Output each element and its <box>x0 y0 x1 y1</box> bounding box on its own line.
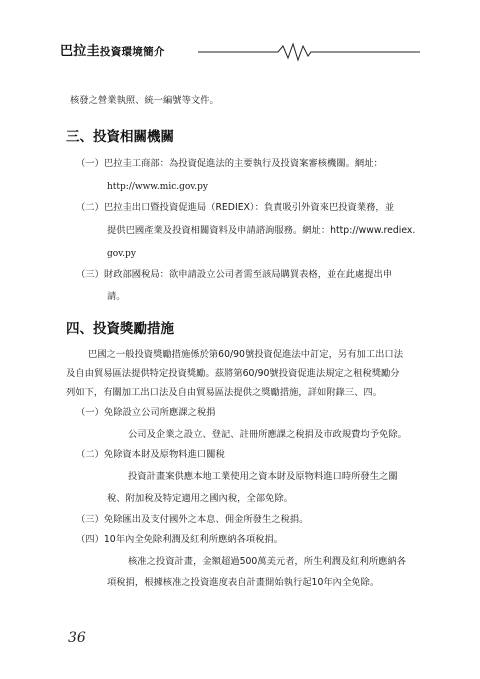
header-title-sub: 投資環境簡介 <box>99 46 165 58</box>
s3-url-2: gov.py <box>107 249 136 259</box>
section3-heading: 三、投資相關機關 <box>66 129 174 145</box>
s4-item-2-title: （二）免除資本財及原物料進口關稅 <box>76 449 225 460</box>
s3-line-5: 請。 <box>107 291 126 302</box>
s3-line-4: （三）財政部國稅局：欲申請設立公司者需至該局購買表格，並在此處提出申 <box>76 269 393 280</box>
s4-item-4-title: （四）10年內全免除利潤及紅利所應納各項稅捐。 <box>76 534 284 545</box>
page-number: 36 <box>68 630 86 646</box>
s4-para-1: 巴國之一般投資獎勵措施係於第60/90號投資促進法中訂定，另有加工出口法 <box>88 349 403 360</box>
s4-para-3: 列如下，有關加工出口法及自由貿易區法提供之獎勵措施，詳如附錄三、四。 <box>66 387 383 398</box>
s4-para-2: 及自由貿易區法提供特定投資獎勵。茲將第60/90號投資促進法規定之租稅獎勵分 <box>66 368 400 379</box>
s4-item-1-line-1: 公司及企業之設立、登記、註冊所應課之稅捐及市政規費均予免除。 <box>128 429 407 440</box>
s4-item-4-line-2: 項稅捐，根據核准之投資進度表自計畫開始執行起10年內全免除。 <box>107 577 380 588</box>
s4-item-4-line-1: 核准之投資計畫，金額超過500萬美元者，所生利潤及紅利所應納各 <box>128 556 407 567</box>
s3-line-2: （二）巴拉圭出口暨投資促進局（REDIEX）：負責吸引外資來巴投資業務，並 <box>76 202 395 213</box>
s4-item-2-line-1: 投資計畫案供應本地工業使用之資本財及原物料進口時所發生之關 <box>128 471 398 482</box>
header-wave-line <box>198 40 420 64</box>
intro-line: 核發之營業執照、統一編號等文件。 <box>70 95 219 106</box>
s4-item-1-title: （一）免除設立公司所應課之稅捐 <box>76 407 216 418</box>
s4-item-3-title: （三）免除匯出及支付國外之本息、佣金所發生之稅捐。 <box>76 514 309 525</box>
running-header <box>60 40 420 64</box>
s3-url-1: http://www.mic.gov.py <box>107 182 209 192</box>
header-title <box>60 43 165 60</box>
section4-heading: 四、投資獎勵措施 <box>66 321 174 337</box>
s3-line-1: （一）巴拉圭工商部：為投資促進法的主要執行及投資案審核機關。網址： <box>76 158 383 169</box>
header-title-main: 巴拉圭 <box>60 44 100 59</box>
s3-line-3: 提供巴國產業及投資相關資料及申請諮詢服務。網址：http://www.rediex. <box>107 225 416 236</box>
s4-item-2-line-2: 稅、附加稅及特定適用之國內稅，全部免除。 <box>107 493 293 504</box>
